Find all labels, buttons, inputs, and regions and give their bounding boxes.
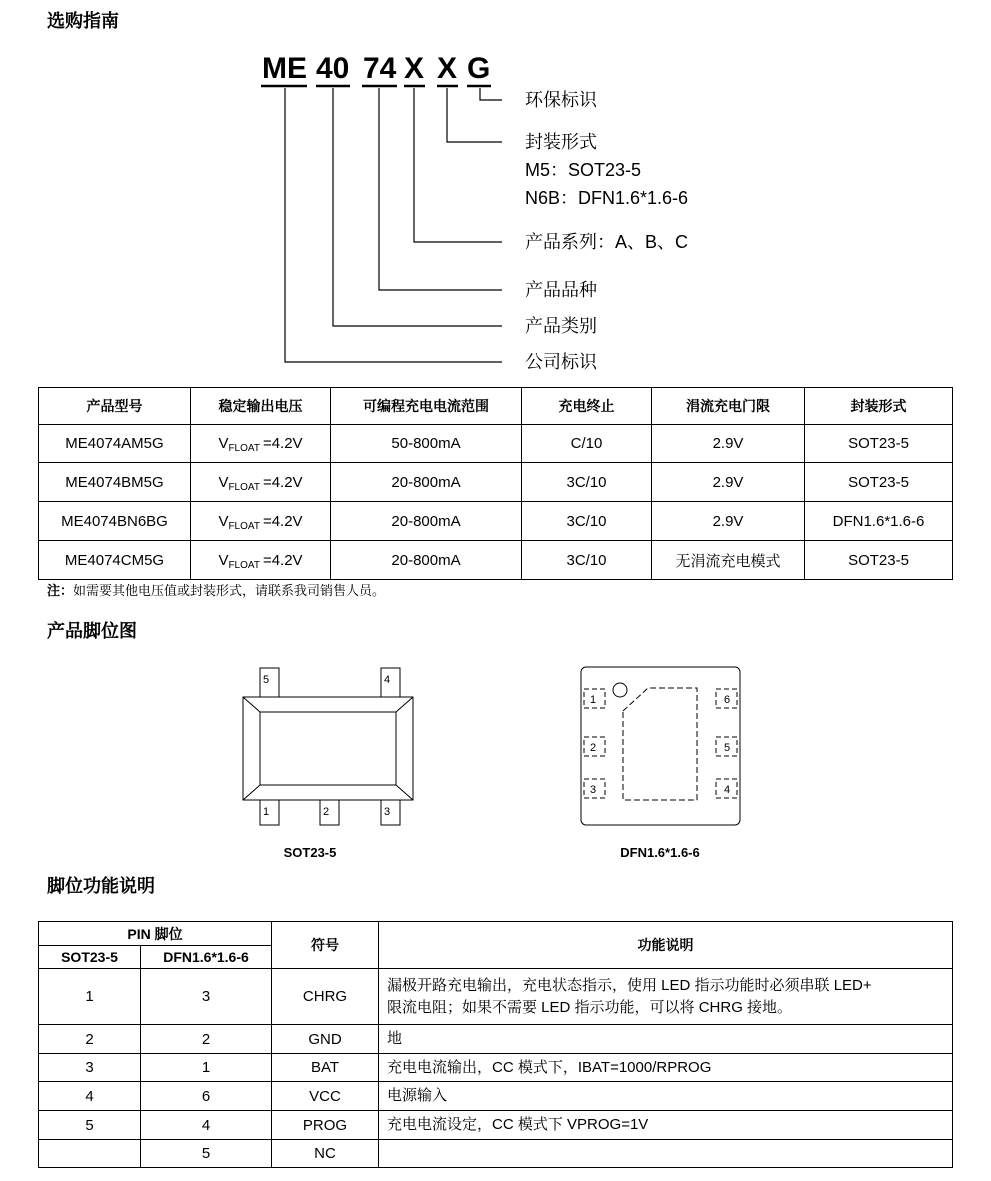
header-symbol: 符号 <box>272 922 379 969</box>
cell-trickle-threshold: 2.9V <box>652 463 805 502</box>
sot-pin-label: 3 <box>384 806 391 818</box>
cell-symbol: PROG <box>272 1111 379 1140</box>
sot23-5-drawing <box>243 668 413 825</box>
leader-line-eco <box>480 88 502 100</box>
cell-symbol: GND <box>272 1025 379 1054</box>
legend-series: 产品系列：A、B、C <box>525 232 689 252</box>
cell-function <box>379 1054 953 1082</box>
cell-sot-pin: 3 <box>39 1054 141 1082</box>
cell-dfn-pin: 2 <box>141 1025 272 1054</box>
cell-dfn-pin: 3 <box>141 969 272 1025</box>
cell-termination: 3C/10 <box>522 463 652 502</box>
voltage-subscript: FLOAT <box>228 443 260 454</box>
sot-pin-label: 1 <box>263 806 270 818</box>
voltage-symbol: V <box>218 435 229 452</box>
dfn-pin-label: 6 <box>724 694 731 706</box>
dfn-drawing <box>581 667 740 825</box>
selection-guide-heading: 选购指南 <box>47 11 119 31</box>
header-function: 功能说明 <box>379 922 953 969</box>
cell-termination: 3C/10 <box>522 502 652 541</box>
dfn-pin-label: 2 <box>590 742 597 754</box>
header-voltage: 稳定输出电压 <box>191 388 331 425</box>
voltage-subscript: FLOAT <box>228 559 260 571</box>
cell-sot-pin: 2 <box>39 1025 141 1054</box>
cell-current-range: 50-800mA <box>331 425 522 463</box>
function-text: 充电电流设定，CC 模式下 VPROG=1V <box>387 1116 649 1133</box>
pin-functions-heading: 脚位功能说明 <box>47 876 155 896</box>
cell-model: ME4074BM5G <box>39 463 191 502</box>
cell-sot-pin: 4 <box>39 1082 141 1111</box>
cell-function <box>379 1140 953 1168</box>
cell-current-range: 20-800mA <box>331 541 522 580</box>
sot-pin-label: 5 <box>263 674 270 686</box>
header-trickle-threshold: 涓流充电门限 <box>652 388 805 425</box>
legend-eco: 环保标识 <box>525 90 597 110</box>
table-row <box>39 1025 953 1054</box>
cell-voltage <box>191 463 331 502</box>
table-row <box>39 463 953 502</box>
cell-function <box>379 1025 953 1054</box>
cell-model: ME4074BN6BG <box>39 502 191 541</box>
cell-voltage <box>191 502 331 541</box>
legend-package-n6b: N6B：DFN1.6*1.6-6 <box>525 188 689 208</box>
cell-trickle-threshold: 2.9V <box>652 502 805 541</box>
function-text: 漏极开路充电输出，充电状态指示，使用 LED 指示功能时必须串联 LED+ <box>387 976 872 994</box>
part-number-eco: G <box>467 52 491 85</box>
table-row <box>39 1054 953 1082</box>
cell-package: DFN1.6*1.6-6 <box>805 502 953 541</box>
cell-trickle-threshold: 2.9V <box>652 425 805 463</box>
dfn-body <box>581 667 740 825</box>
cell-current-range: 20-800mA <box>331 502 522 541</box>
header-model: 产品型号 <box>39 388 191 425</box>
cell-dfn-pin: 6 <box>141 1082 272 1111</box>
table-header-row <box>39 922 953 946</box>
selection-note <box>47 583 385 599</box>
selection-table <box>38 387 953 580</box>
voltage-subscript: FLOAT <box>228 520 260 532</box>
part-number-series: X <box>404 52 425 85</box>
voltage-symbol: V <box>218 473 229 491</box>
dfn-label: DFN1.6*1.6-6 <box>620 845 700 860</box>
legend-package: 封装形式 <box>525 132 597 152</box>
dfn-pin-labels <box>590 694 730 796</box>
cell-package: SOT23-5 <box>805 463 953 502</box>
part-number-company: ME <box>262 52 307 85</box>
note-text: 如需要其他电压值或封装形式，请联系我司销售人员。 <box>73 583 386 598</box>
function-text: 电源输入 <box>387 1087 448 1104</box>
cell-package: SOT23-5 <box>805 425 953 463</box>
voltage-value: =4.2V <box>262 435 303 452</box>
cell-termination: C/10 <box>522 425 652 463</box>
header-sot23-5: SOT23-5 <box>39 946 141 969</box>
cell-sot-pin: 5 <box>39 1111 141 1140</box>
legend-variety: 产品品种 <box>525 280 597 300</box>
header-termination: 充电终止 <box>522 388 652 425</box>
table-header-row <box>39 388 953 425</box>
sot-pin-label: 4 <box>384 674 391 686</box>
cell-symbol: NC <box>272 1140 379 1168</box>
leader-line-variety <box>379 88 502 290</box>
header-package: 封装形式 <box>805 388 953 425</box>
cell-dfn-pin: 1 <box>141 1054 272 1082</box>
sot23-5-label: SOT23-5 <box>283 845 337 860</box>
table-row <box>39 969 953 1025</box>
table-row <box>39 1082 953 1111</box>
function-text: 地 <box>387 1030 403 1047</box>
part-number-category: 40 <box>316 52 350 85</box>
function-text: 限流电阻；如果不需要 LED 指示功能，可以将 CHRG 接地。 <box>387 998 793 1016</box>
cell-sot-pin: 1 <box>39 969 141 1025</box>
note-label: 注： <box>47 583 74 598</box>
cell-symbol: BAT <box>272 1054 379 1082</box>
cell-voltage <box>191 541 331 580</box>
part-number-variety: 74 <box>363 52 397 85</box>
leader-line-series <box>414 88 502 242</box>
voltage-value: =4.2V <box>262 551 303 569</box>
cell-symbol: VCC <box>272 1082 379 1111</box>
cell-function <box>379 1111 953 1140</box>
table-row <box>39 502 953 541</box>
dfn-pin-label: 4 <box>724 784 731 796</box>
voltage-value: =4.2V <box>262 512 303 530</box>
table-row <box>39 1140 953 1168</box>
pinout-heading: 产品脚位图 <box>47 621 137 641</box>
cell-model: ME4074AM5G <box>39 425 191 463</box>
sot-pin-label: 2 <box>323 806 330 818</box>
pin1-marker-dot <box>613 683 627 697</box>
legend-category: 产品类别 <box>525 316 597 336</box>
legend-package-m5: M5：SOT23-5 <box>525 160 642 180</box>
cell-symbol: CHRG <box>272 969 379 1025</box>
legend-company: 公司标识 <box>525 352 597 372</box>
dfn-pin-label: 3 <box>590 784 597 796</box>
cell-function <box>379 969 953 1025</box>
header-dfn: DFN1.6*1.6-6 <box>141 946 272 969</box>
sot-body-top <box>260 712 396 785</box>
cell-trickle-threshold: 无涓流充电模式 <box>652 541 805 580</box>
leader-line-company <box>285 88 502 362</box>
cell-function <box>379 1082 953 1111</box>
dfn-exposed-pad <box>623 688 697 800</box>
dfn-pin-label: 1 <box>590 694 597 706</box>
cell-package: SOT23-5 <box>805 541 953 580</box>
table-row <box>39 425 953 463</box>
dfn-pin-label: 5 <box>724 742 731 754</box>
leader-line-package <box>447 88 502 142</box>
table-row <box>39 541 953 580</box>
header-current-range: 可编程充电电流范围 <box>331 388 522 425</box>
voltage-value: =4.2V <box>262 473 303 491</box>
pin-function-table <box>38 921 953 1168</box>
cell-dfn-pin: 4 <box>141 1111 272 1140</box>
table-row <box>39 1111 953 1140</box>
cell-termination: 3C/10 <box>522 541 652 580</box>
voltage-symbol: V <box>218 551 229 569</box>
function-text: 充电电流输出，CC 模式下，IBAT=1000/RPROG <box>387 1058 712 1076</box>
cell-voltage <box>191 425 331 463</box>
voltage-symbol: V <box>218 512 229 530</box>
cell-current-range: 20-800mA <box>331 463 522 502</box>
cell-sot-pin <box>39 1140 141 1168</box>
cell-dfn-pin: 5 <box>141 1140 272 1168</box>
voltage-subscript: FLOAT <box>228 481 260 493</box>
part-number-package: X <box>437 52 458 85</box>
cell-model: ME4074CM5G <box>39 541 191 580</box>
header-pin: PIN 脚位 <box>39 922 272 946</box>
leader-lines <box>285 88 502 362</box>
